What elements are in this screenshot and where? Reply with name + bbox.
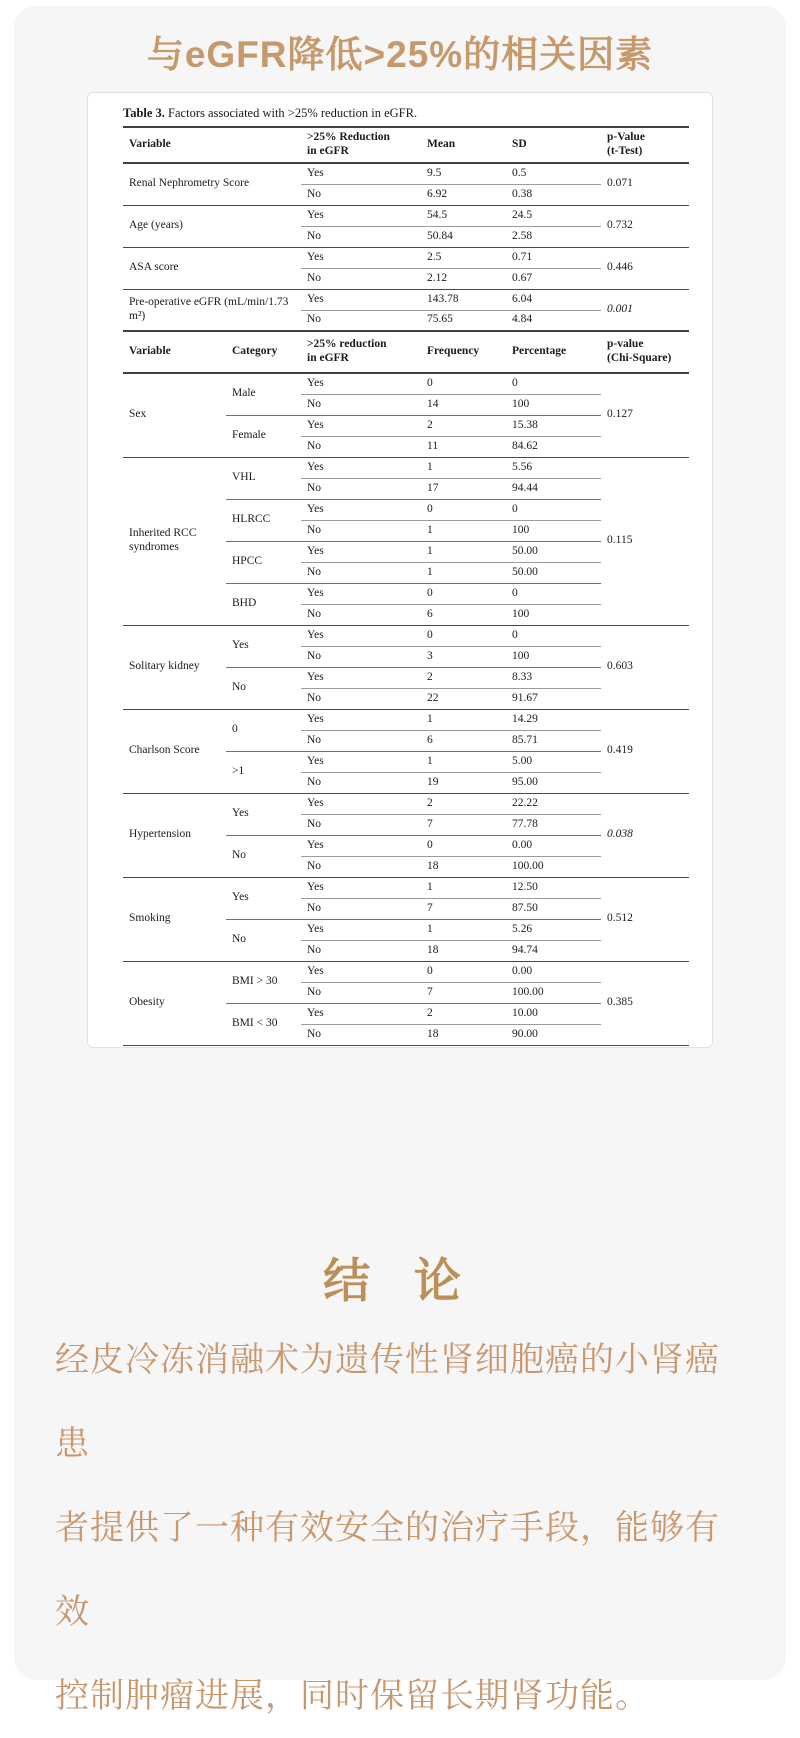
table-cell: 6 (421, 730, 506, 751)
table-cell: 15.38 (506, 415, 601, 436)
table-caption-label: Table 3. (123, 106, 165, 120)
table-row (123, 373, 689, 394)
p-value-cell: 0.071 (601, 163, 689, 205)
table-cell: No (301, 268, 421, 289)
table-cell: 5.26 (506, 919, 601, 940)
column-header-line: >25% Reduction (307, 131, 390, 144)
variable-cell: Sex (123, 373, 226, 457)
table-cell: Yes (301, 289, 421, 310)
table-cell: 12.50 (506, 877, 601, 898)
p-value-cell: 0.512 (601, 877, 689, 961)
column-header-line: in eGFR (307, 352, 349, 364)
p-value-cell: 0.001 (601, 289, 689, 331)
table-header-row (123, 331, 689, 373)
table-cell: 1 (421, 457, 506, 478)
table-cell: Yes (301, 499, 421, 520)
table-cell: 0.71 (506, 247, 601, 268)
table-cell: Yes (301, 205, 421, 226)
column-header (123, 127, 301, 163)
table-cell: No (301, 814, 421, 835)
conclusion-line: 控制肿瘤进展，同时保留长期肾功能。 (55, 1677, 650, 1715)
table-cell: 100.00 (506, 856, 601, 877)
table-cell: 7 (421, 814, 506, 835)
table-cell: 3 (421, 646, 506, 667)
table-cell: Yes (301, 709, 421, 730)
table-cell: 90.00 (506, 1024, 601, 1045)
category-cell: No (226, 919, 301, 961)
column-header (301, 127, 421, 163)
table-cell: 100 (506, 394, 601, 415)
table-cell: 0 (421, 583, 506, 604)
table-cell: 0 (421, 499, 506, 520)
table-cell: 10.00 (506, 1003, 601, 1024)
table-cell: 8.33 (506, 667, 601, 688)
column-header-line: p-value (607, 338, 644, 351)
table-cell: 0.5 (506, 163, 601, 184)
column-header-line: (Chi-Square) (607, 352, 672, 364)
table-cell: No (301, 1024, 421, 1045)
table-cell: 87.50 (506, 898, 601, 919)
table-cell: No (301, 730, 421, 751)
table-cell: 1 (421, 919, 506, 940)
table-cell: Yes (301, 751, 421, 772)
table-cell: No (301, 562, 421, 583)
table-cell: 17 (421, 478, 506, 499)
conclusion-text (55, 1318, 747, 1738)
table-cell: 77.78 (506, 814, 601, 835)
table-cell: 0 (421, 373, 506, 394)
table-cell: 95.00 (506, 772, 601, 793)
table-cell: Yes (301, 877, 421, 898)
column-header-line: >25% reduction (307, 338, 387, 351)
table-cell: Yes (301, 1003, 421, 1024)
p-value-cell: 0.446 (601, 247, 689, 289)
category-cell: BHD (226, 583, 301, 625)
variable-cell: Solitary kidney (123, 625, 226, 709)
table-cell: No (301, 394, 421, 415)
table-cell: 0 (506, 625, 601, 646)
column-header-line: Percentage (512, 345, 567, 358)
column-header (123, 331, 226, 373)
table-cell: No (301, 226, 421, 247)
table-cell: 0 (506, 499, 601, 520)
table-row (123, 247, 689, 268)
table-cell: No (301, 898, 421, 919)
column-header-line: (t-Test) (607, 145, 643, 157)
table-cell: 2 (421, 415, 506, 436)
table-cell: No (301, 310, 421, 331)
table-cell: 18 (421, 1024, 506, 1045)
table-cell: 6 (421, 604, 506, 625)
table-cell: 6.04 (506, 289, 601, 310)
table-cell: 94.44 (506, 478, 601, 499)
table-cell: 143.78 (421, 289, 506, 310)
p-value-cell: 0.115 (601, 457, 689, 625)
p-value-cell: 0.603 (601, 625, 689, 709)
variable-cell: Renal Nephrometry Score (123, 163, 301, 205)
table-cell: 75.65 (421, 310, 506, 331)
table-cell: 50.00 (506, 562, 601, 583)
category-cell: BMI > 30 (226, 961, 301, 1003)
table-cell: Yes (301, 247, 421, 268)
table-cell: 0 (421, 625, 506, 646)
table-cell: 1 (421, 520, 506, 541)
column-header (421, 331, 506, 373)
column-header-line: in eGFR (307, 145, 349, 157)
table-cell: 2 (421, 793, 506, 814)
table-card (87, 92, 713, 1048)
table-cell: 19 (421, 772, 506, 793)
table-cell: No (301, 940, 421, 961)
table-cell: Yes (301, 415, 421, 436)
category-cell: >1 (226, 751, 301, 793)
table-cell: No (301, 478, 421, 499)
table-cell: 0.00 (506, 961, 601, 982)
table-cell: 2 (421, 1003, 506, 1024)
table-cell: 5.00 (506, 751, 601, 772)
table-cell: Yes (301, 919, 421, 940)
table-row (123, 163, 689, 184)
column-header (601, 331, 689, 373)
table-cell: 0 (421, 961, 506, 982)
column-header (601, 127, 689, 163)
table-caption (123, 106, 417, 121)
table-cell: 1 (421, 709, 506, 730)
category-cell: BMI < 30 (226, 1003, 301, 1045)
category-cell: 0 (226, 709, 301, 751)
table-cell: 2 (421, 667, 506, 688)
table-cell: 100 (506, 520, 601, 541)
variable-cell: Age (years) (123, 205, 301, 247)
table-cell: No (301, 688, 421, 709)
table-cell: 50.84 (421, 226, 506, 247)
table-cell: 2.12 (421, 268, 506, 289)
table-body (123, 127, 689, 1045)
table-cell: No (301, 646, 421, 667)
variable-cell: Hypertension (123, 793, 226, 877)
table-cell: No (301, 436, 421, 457)
table-cell: 100.00 (506, 982, 601, 1003)
table-caption-text: Factors associated with >25% reduction in eGFR. (164, 106, 418, 120)
table-cell: 4.84 (506, 310, 601, 331)
table-cell: Yes (301, 793, 421, 814)
table-cell: 6.92 (421, 184, 506, 205)
table-cell: 11 (421, 436, 506, 457)
table-cell: 22 (421, 688, 506, 709)
table-cell: 1 (421, 751, 506, 772)
table-cell: 14.29 (506, 709, 601, 730)
column-header (226, 331, 301, 373)
column-header (506, 127, 601, 163)
table-row (123, 793, 689, 814)
table-cell: Yes (301, 163, 421, 184)
category-cell: Yes (226, 793, 301, 835)
table-cell: 1 (421, 877, 506, 898)
table-3-factors (123, 126, 689, 1046)
table-cell: 94.74 (506, 940, 601, 961)
variable-cell: Smoking (123, 877, 226, 961)
table-header-row (123, 127, 689, 163)
table-cell: Yes (301, 625, 421, 646)
variable-cell: Charlson Score (123, 709, 226, 793)
conclusion-heading: 结 论 (323, 1256, 477, 1308)
variable-cell: Obesity (123, 961, 226, 1045)
column-header-line: Frequency (427, 345, 480, 358)
table-cell: 24.5 (506, 205, 601, 226)
category-cell: Yes (226, 625, 301, 667)
table-cell: 22.22 (506, 793, 601, 814)
table-cell: 91.67 (506, 688, 601, 709)
variable-cell: Pre-operative eGFR (mL/min/1.73 m²) (123, 289, 301, 331)
table-cell: No (301, 184, 421, 205)
p-value-cell: 0.127 (601, 373, 689, 457)
table-cell: 2.5 (421, 247, 506, 268)
table-cell: Yes (301, 583, 421, 604)
table-cell: No (301, 856, 421, 877)
conclusion-line: 者提供了一种有效安全的治疗手段，能够有效 (55, 1509, 720, 1631)
category-cell: No (226, 835, 301, 877)
column-header-line: SD (512, 138, 527, 151)
category-cell: HPCC (226, 541, 301, 583)
table-cell: 7 (421, 898, 506, 919)
table-cell: 50.00 (506, 541, 601, 562)
table-cell: 5.56 (506, 457, 601, 478)
variable-cell: Inherited RCC syndromes (123, 457, 226, 625)
p-value-cell: 0.385 (601, 961, 689, 1045)
page-title: 与eGFR降低>25%的相关因素 (146, 34, 654, 75)
table-cell: 2.58 (506, 226, 601, 247)
table-row (123, 877, 689, 898)
table-row (123, 625, 689, 646)
table-row (123, 205, 689, 226)
conclusion-line: 经皮冷冻消融术为遗传性肾细胞癌的小肾癌患 (55, 1341, 720, 1463)
table-row (123, 289, 689, 310)
p-value-cell: 0.038 (601, 793, 689, 877)
table-cell: 0 (506, 583, 601, 604)
table-cell: 100 (506, 646, 601, 667)
table-cell: No (301, 604, 421, 625)
category-cell: HLRCC (226, 499, 301, 541)
column-header (506, 331, 601, 373)
column-header (301, 331, 421, 373)
table-row (123, 961, 689, 982)
table-cell: Yes (301, 541, 421, 562)
table-cell: 0 (506, 373, 601, 394)
table-row (123, 457, 689, 478)
category-cell: Yes (226, 877, 301, 919)
column-header-line: p-Value (607, 131, 645, 144)
table-cell: 14 (421, 394, 506, 415)
table-cell: 0 (421, 835, 506, 856)
category-cell: Female (226, 415, 301, 457)
table-cell: 54.5 (421, 205, 506, 226)
table-row (123, 709, 689, 730)
table-cell: 100 (506, 604, 601, 625)
table-cell: Yes (301, 373, 421, 394)
column-header-line: Mean (427, 138, 456, 151)
table-cell: 84.62 (506, 436, 601, 457)
table-cell: No (301, 772, 421, 793)
table-cell: 1 (421, 541, 506, 562)
table-cell: No (301, 982, 421, 1003)
table-cell: 18 (421, 856, 506, 877)
table-cell: 1 (421, 562, 506, 583)
table-cell: 85.71 (506, 730, 601, 751)
table-cell: 9.5 (421, 163, 506, 184)
table-cell: 0.67 (506, 268, 601, 289)
category-cell: Male (226, 373, 301, 415)
column-header-line: Variable (129, 138, 171, 151)
table-cell: 18 (421, 940, 506, 961)
column-header-line: Category (232, 345, 278, 358)
table-cell: Yes (301, 667, 421, 688)
p-value-cell: 0.419 (601, 709, 689, 793)
column-header (421, 127, 506, 163)
table-cell: Yes (301, 835, 421, 856)
table-cell: Yes (301, 961, 421, 982)
table-cell: 0.00 (506, 835, 601, 856)
category-cell: No (226, 667, 301, 709)
column-header-line: Variable (129, 345, 171, 358)
table-cell: 7 (421, 982, 506, 1003)
p-value-cell: 0.732 (601, 205, 689, 247)
table-cell: 0.38 (506, 184, 601, 205)
table-cell: Yes (301, 457, 421, 478)
variable-cell: ASA score (123, 247, 301, 289)
table-cell: No (301, 520, 421, 541)
category-cell: VHL (226, 457, 301, 499)
